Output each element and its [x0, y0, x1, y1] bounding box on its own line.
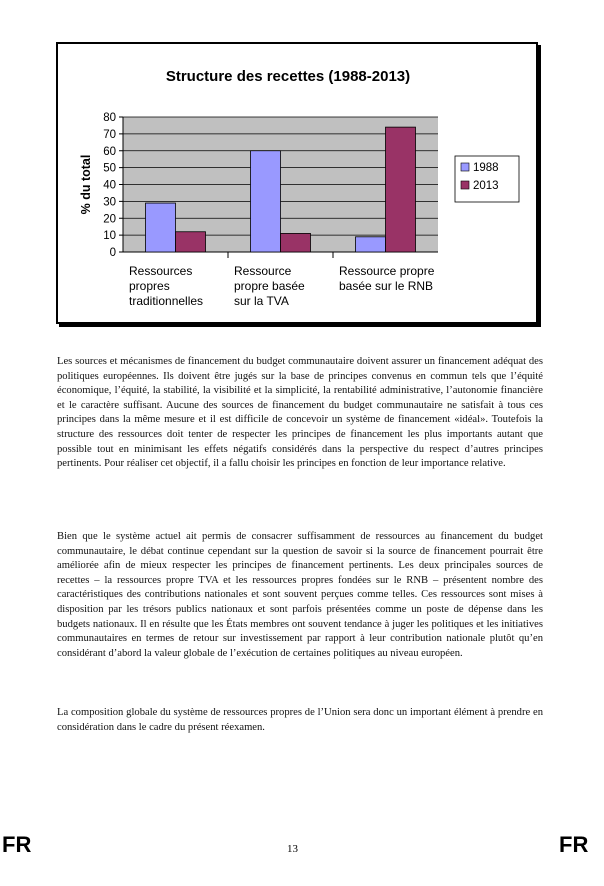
bar-2013-2 — [281, 233, 311, 252]
page-number: 13 — [287, 843, 298, 855]
language-code-left: FR — [2, 832, 32, 857]
y-tick-label: 60 — [103, 145, 116, 158]
x-category-label: basée sur le RNB — [339, 279, 434, 293]
legend-swatch-1988 — [461, 163, 469, 171]
x-category-label: sur la TVA — [234, 294, 289, 308]
y-tick-label: 50 — [103, 162, 116, 175]
revenue-structure-chart — [58, 44, 536, 322]
y-tick-label: 0 — [109, 247, 116, 259]
x-category-label: Ressources — [129, 264, 193, 278]
y-tick-label: 20 — [103, 213, 116, 226]
bar-1988-1 — [146, 203, 176, 252]
legend-label-2013: 2013 — [473, 180, 499, 192]
x-category-label: Ressource propre — [339, 264, 435, 278]
y-axis-label: % du total — [79, 154, 93, 215]
x-category-label: propres — [129, 279, 170, 293]
legend-label-1988: 1988 — [473, 162, 499, 174]
paragraph-3: La composition globale du système de ressources propres de l’Union sera donc un important élément à prendre en considération dans le cadre du présent réexamen. — [57, 707, 543, 733]
bar-1988-3 — [356, 237, 386, 252]
legend-swatch-2013 — [461, 181, 469, 189]
y-tick-label: 10 — [103, 230, 116, 243]
bar-1988-2 — [251, 151, 281, 252]
paragraph-2: Bien que le système actuel ait permis de consacrer suffisamment de ressources au financement du budget communautaire, le débat continue cependant sur la question de savoir si la source de financement pourrait être améliorée afin de mieux respecter les principes de financement pertinents. Les deux principales sources de recettes – la ressources propre TVA et les ressources propres fondées sur le RNB – présentent nombre des caractéristiques des contributions nationales et sont souvent perçues comme telles. Ces ressources sont mises à disposition par les trésors publics nationaux et sont parfois présentées comme un poste de dépense dans les budgets nationaux. Il en résulte que les États membres ont souvent tendance à juger les politiques et les initiatives communautaires en termes de retour sur investissement par rapport à leur contribution nationale plutôt qu’en considérant d’abord la valeur globale de l’exécution de certaines politiques au niveau européen. — [57, 531, 543, 659]
bar-2013-3 — [386, 127, 416, 252]
chart-title: Structure des recettes (1988-2013) — [165, 68, 411, 85]
paragraph-1: Les sources et mécanismes de financement du budget communautaire doivent assurer un financement adéquat des politiques européennes. Ils doivent être jugés sur la base de principes convenus en commun tels que l’équité économique, l’équité, la stabilité, la visibilité et la simplicité, la rentabilité administrative, l’autonomie financière et le caractère suffisant. Aucune des sources de financement du budget communautaire ne satisfait à tous ces principes dans la même mesure et il est difficile de concevoir un système de financement «idéal». Toutefois la structure des ressources doit tenter de respecter les principes de financement les plus importants autant que possible tout en minimisant les effets négatifs considérés dans la perspective du respect d’autres principes pertinents. Pour réaliser cet objectif, il a fallu choisir les principes en fonction de leur importance relative. — [57, 356, 543, 470]
y-tick-label: 70 — [103, 128, 116, 141]
y-tick-label: 40 — [103, 179, 116, 192]
bar-2013-1 — [176, 232, 206, 252]
x-category-label: propre basée — [234, 279, 305, 293]
y-tick-label: 30 — [103, 196, 116, 209]
x-category-label: Ressource — [234, 264, 292, 278]
x-category-label: traditionnelles — [129, 294, 204, 308]
y-tick-label: 80 — [103, 112, 116, 124]
chart-frame — [56, 42, 538, 324]
language-code-right: FR — [559, 832, 589, 857]
